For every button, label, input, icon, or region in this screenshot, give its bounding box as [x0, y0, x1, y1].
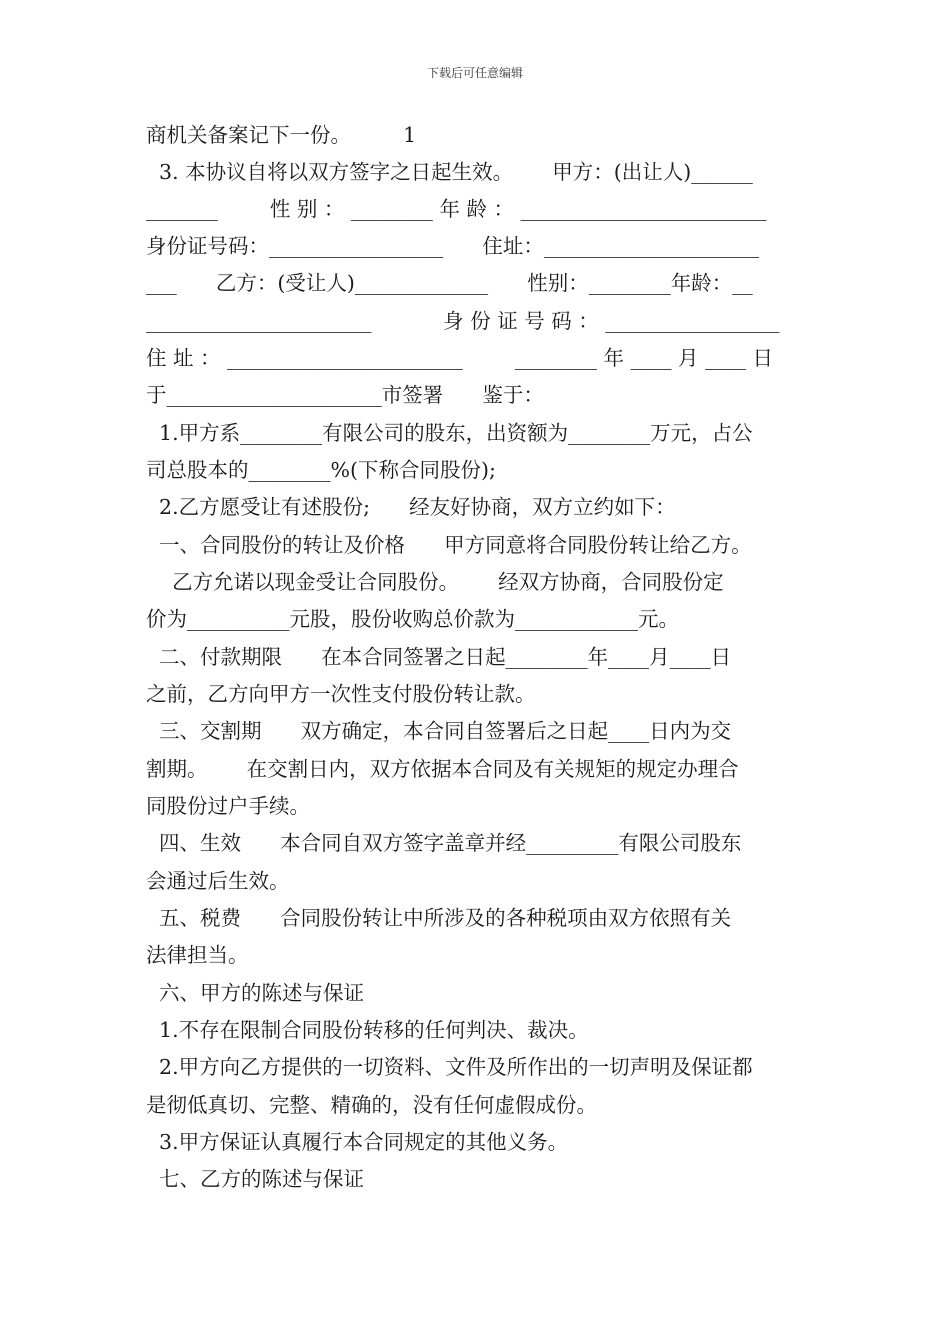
text-line: 七、乙方的陈述与保证 [146, 1167, 365, 1191]
text-line: 五、税费 合同股份转让中所涉及的各种税项由双方依照有关 [146, 906, 732, 930]
text-line: 价为__________元股，股份收购总价款为____________元。 [146, 607, 679, 631]
text-line: 身份证号码：_________________ 住址：_____________________ [146, 234, 760, 258]
text-line: 1.甲方系________有限公司的股东，出资额为________万元，占公 [146, 421, 753, 445]
text-line: 一、合同股份的转让及价格 甲方同意将合同股份转让给乙方。 [146, 533, 752, 557]
text-line: 会通过后生效。 [146, 869, 290, 893]
text-line: 同股份过户手续。 [146, 794, 310, 818]
text-line: 司总股本的________%(下称合同股份); [146, 458, 496, 482]
page-header: 下载后可任意编辑 [426, 66, 523, 80]
text-line: 割期。 在交割日内，双方依据本合同及有关规矩的规定办理合 [146, 757, 739, 781]
text-line: ___ 乙方：(受让人)_____________ 性别：________年龄：__ [146, 271, 753, 295]
text-line: 是彻低真切、完整、精确的，没有任何虚假成份。 [146, 1093, 597, 1117]
text-line: 3. 本协议自将以双方签字之日起生效。 甲方：(出让人)______ [146, 160, 753, 184]
text-line: 二、付款期限 在本合同签署之日起________年____月____日 [146, 645, 732, 669]
text-line: 法律担当。 [146, 943, 249, 967]
text-line: 3.甲方保证认真履行本合同规定的其他义务。 [146, 1130, 569, 1154]
text-line: 之前，乙方向甲方一次性支付股份转让款。 [146, 682, 536, 706]
text-line: 乙方允诺以现金受让合同股份。 经双方协商，合同股份定 [146, 570, 724, 594]
text-line: 1.不存在限制合同股份转移的任何判决、裁决。 [146, 1018, 589, 1042]
text-line: 六、甲方的陈述与保证 [146, 981, 365, 1005]
text-line: 商机关备案记下一份。 1 [146, 123, 417, 147]
text-line: ______________________ 身 份 证 号 码 ： _________________ [146, 309, 780, 333]
text-line: 2.甲方向乙方提供的一切资料、文件及所作出的一切声明及保证都 [146, 1055, 753, 1079]
text-line: 三、交割期 双方确定，本合同自签署后之日起____日内为交 [146, 719, 732, 743]
text-line: _______ 性 别 ： ________ 年 龄 ： ________________________ [146, 197, 767, 221]
text-line: 住 址 ： _______________________ ________ 年 ____ 月 ____ 日 [146, 346, 774, 370]
text-line: 于_____________________市签署 鉴于： [146, 383, 544, 407]
text-line: 2.乙方愿受让有述股份; 经友好协商，双方立约如下： [146, 495, 676, 519]
text-line: 四、生效 本合同自双方签字盖章并经_________有限公司股东 [146, 831, 742, 855]
